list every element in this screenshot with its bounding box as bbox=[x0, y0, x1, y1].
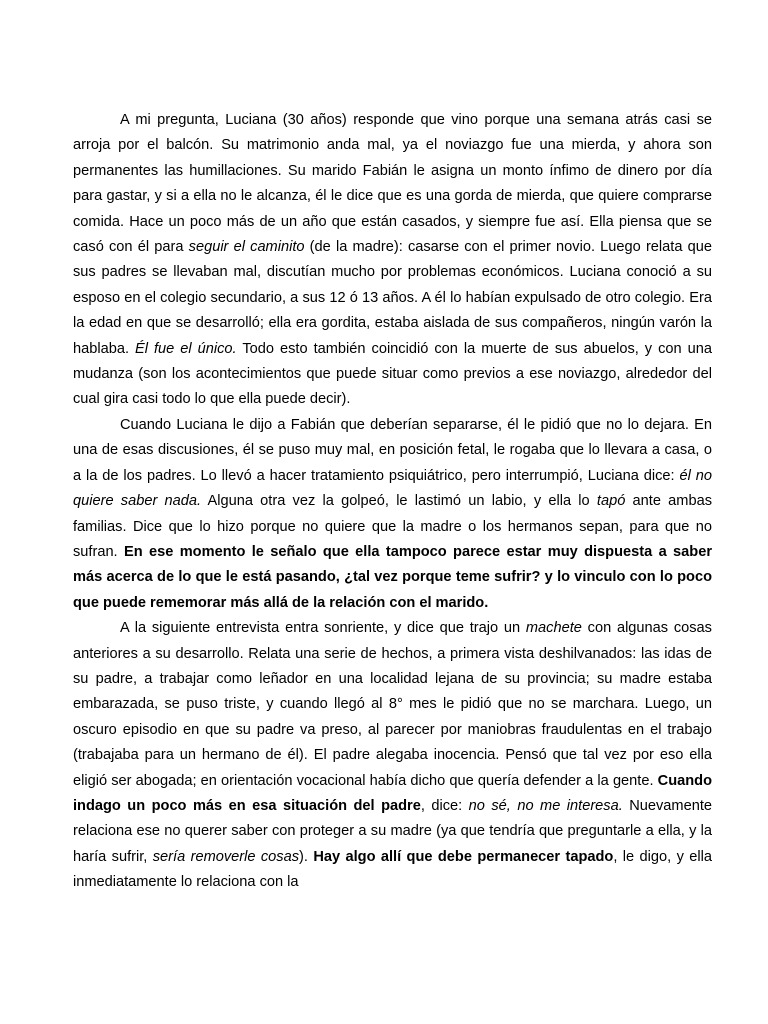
bold-segment: Cuando indago un poco más en esa situación del padre bbox=[73, 772, 712, 814]
bold-segment: En ese momento le señalo que ella tampoco parece estar muy dispuesta a saber más acerca de lo que le está pasando, ¿tal vez porque teme sufrir? y lo vinculo con lo poco que puede rememorar más allá de la relación con el marido. bbox=[73, 543, 712, 611]
text-segment: , le digo, y ella inmediatamente lo relaciona con la bbox=[73, 848, 713, 891]
text-segment: Cuando Luciana le dijo a Fabián que deberían separarse, él le pidió que no lo dejara. En una de esas discusiones, él se puso muy mal, en posición fetal, le rogaba que lo llevara a casa, o a la de los padres. Lo llevó a hacer tratamiento psiquiátrico, pero interrumpió, Luciana dice: bbox=[73, 416, 712, 484]
paragraph-3 bbox=[73, 616, 712, 895]
text-segment: A la siguiente entrevista entra sonriente, y dice que trajo un bbox=[120, 620, 526, 637]
italic-segment: no sé, no me interesa. bbox=[468, 797, 623, 814]
text-segment: A mi pregunta, Luciana (30 años) responde que vino porque una semana atrás casi se arroja por el balcón. Su matrimonio anda mal, ya el noviazgo fue una mierda, y ahora son permanentes las humillaciones. Su marido Fabián le asigna un monto ínfimo de dinero por día para gastar, y si a ella no le alcanza, él le dice que es una gorda de mierda, que quiere comprarse comida. Hace un poco más de un año que están casados, y siempre fue así. Ella piensa que se casó con él para bbox=[73, 112, 712, 256]
paragraph-1 bbox=[73, 108, 712, 413]
italic-segment: machete bbox=[525, 620, 582, 637]
text-segment: Alguna otra vez la golpeó, le lastimó un labio, y ella lo bbox=[201, 493, 597, 510]
paragraph-2 bbox=[73, 413, 712, 616]
italic-segment: tapó bbox=[596, 493, 626, 510]
text-segment: con algunas cosas anteriores a su desarrollo. Relata una serie de hechos, a primera vista deshilvanados: las idas de su padre, a trabajar como leñador en una localidad lejana de su provincia; su madre estaba embarazada, se puso triste, y cuando llegó al 8° mes le pidió que no se marchara. Luego, un oscuro episodio en que su padre va preso, al parecer por maniobras fraudulentas en el trabajo (trabajaba para un hermano de él). El padre alegaba inocencia. Pensó que tal vez por eso ella eligió ser abogada; en orientación vocacional había dicho que quería defender a la gente. bbox=[73, 620, 712, 789]
text-segment: ante ambas familias. Dice que lo hizo porque no quiere que la madre o los hermanos sepan, para que no sufran. bbox=[73, 493, 712, 560]
text-segment: (de la madre): casarse con el primer novio. Luego relata que sus padres se llevaban mal, discutían mucho por problemas económicos. Luciana conoció a su esposo en el colegio secundario, a sus 12 ó 13 años. A él lo habían expulsado de otro colegio. Era la edad en que se desarrolló; ella era gordita, estaba aislada de sus compañeros, ningún varón la hablaba. bbox=[73, 239, 712, 357]
bold-segment: Hay algo allí que debe permanecer tapado bbox=[313, 848, 614, 865]
italic-segment: Él fue el único. bbox=[135, 340, 237, 357]
text-segment: Nuevamente relaciona ese no querer saber con proteger a su madre (ya que tendría que preguntarle a ella, y la haría sufrir, bbox=[73, 797, 712, 865]
text-segment: ). bbox=[299, 848, 314, 865]
text-segment: , dice: bbox=[420, 797, 469, 814]
italic-segment: seguir el caminito bbox=[188, 239, 305, 256]
document-page bbox=[73, 108, 712, 896]
text-segment: Todo esto también coincidió con la muerte de sus abuelos, y con una mudanza (son los acontecimientos que puede situar como previos a ese noviazgo, alrededor del cual gira casi todo lo que ella puede decir). bbox=[73, 340, 712, 408]
italic-segment: él no quiere saber nada. bbox=[73, 467, 712, 510]
italic-segment: sería removerle cosas bbox=[152, 848, 299, 865]
